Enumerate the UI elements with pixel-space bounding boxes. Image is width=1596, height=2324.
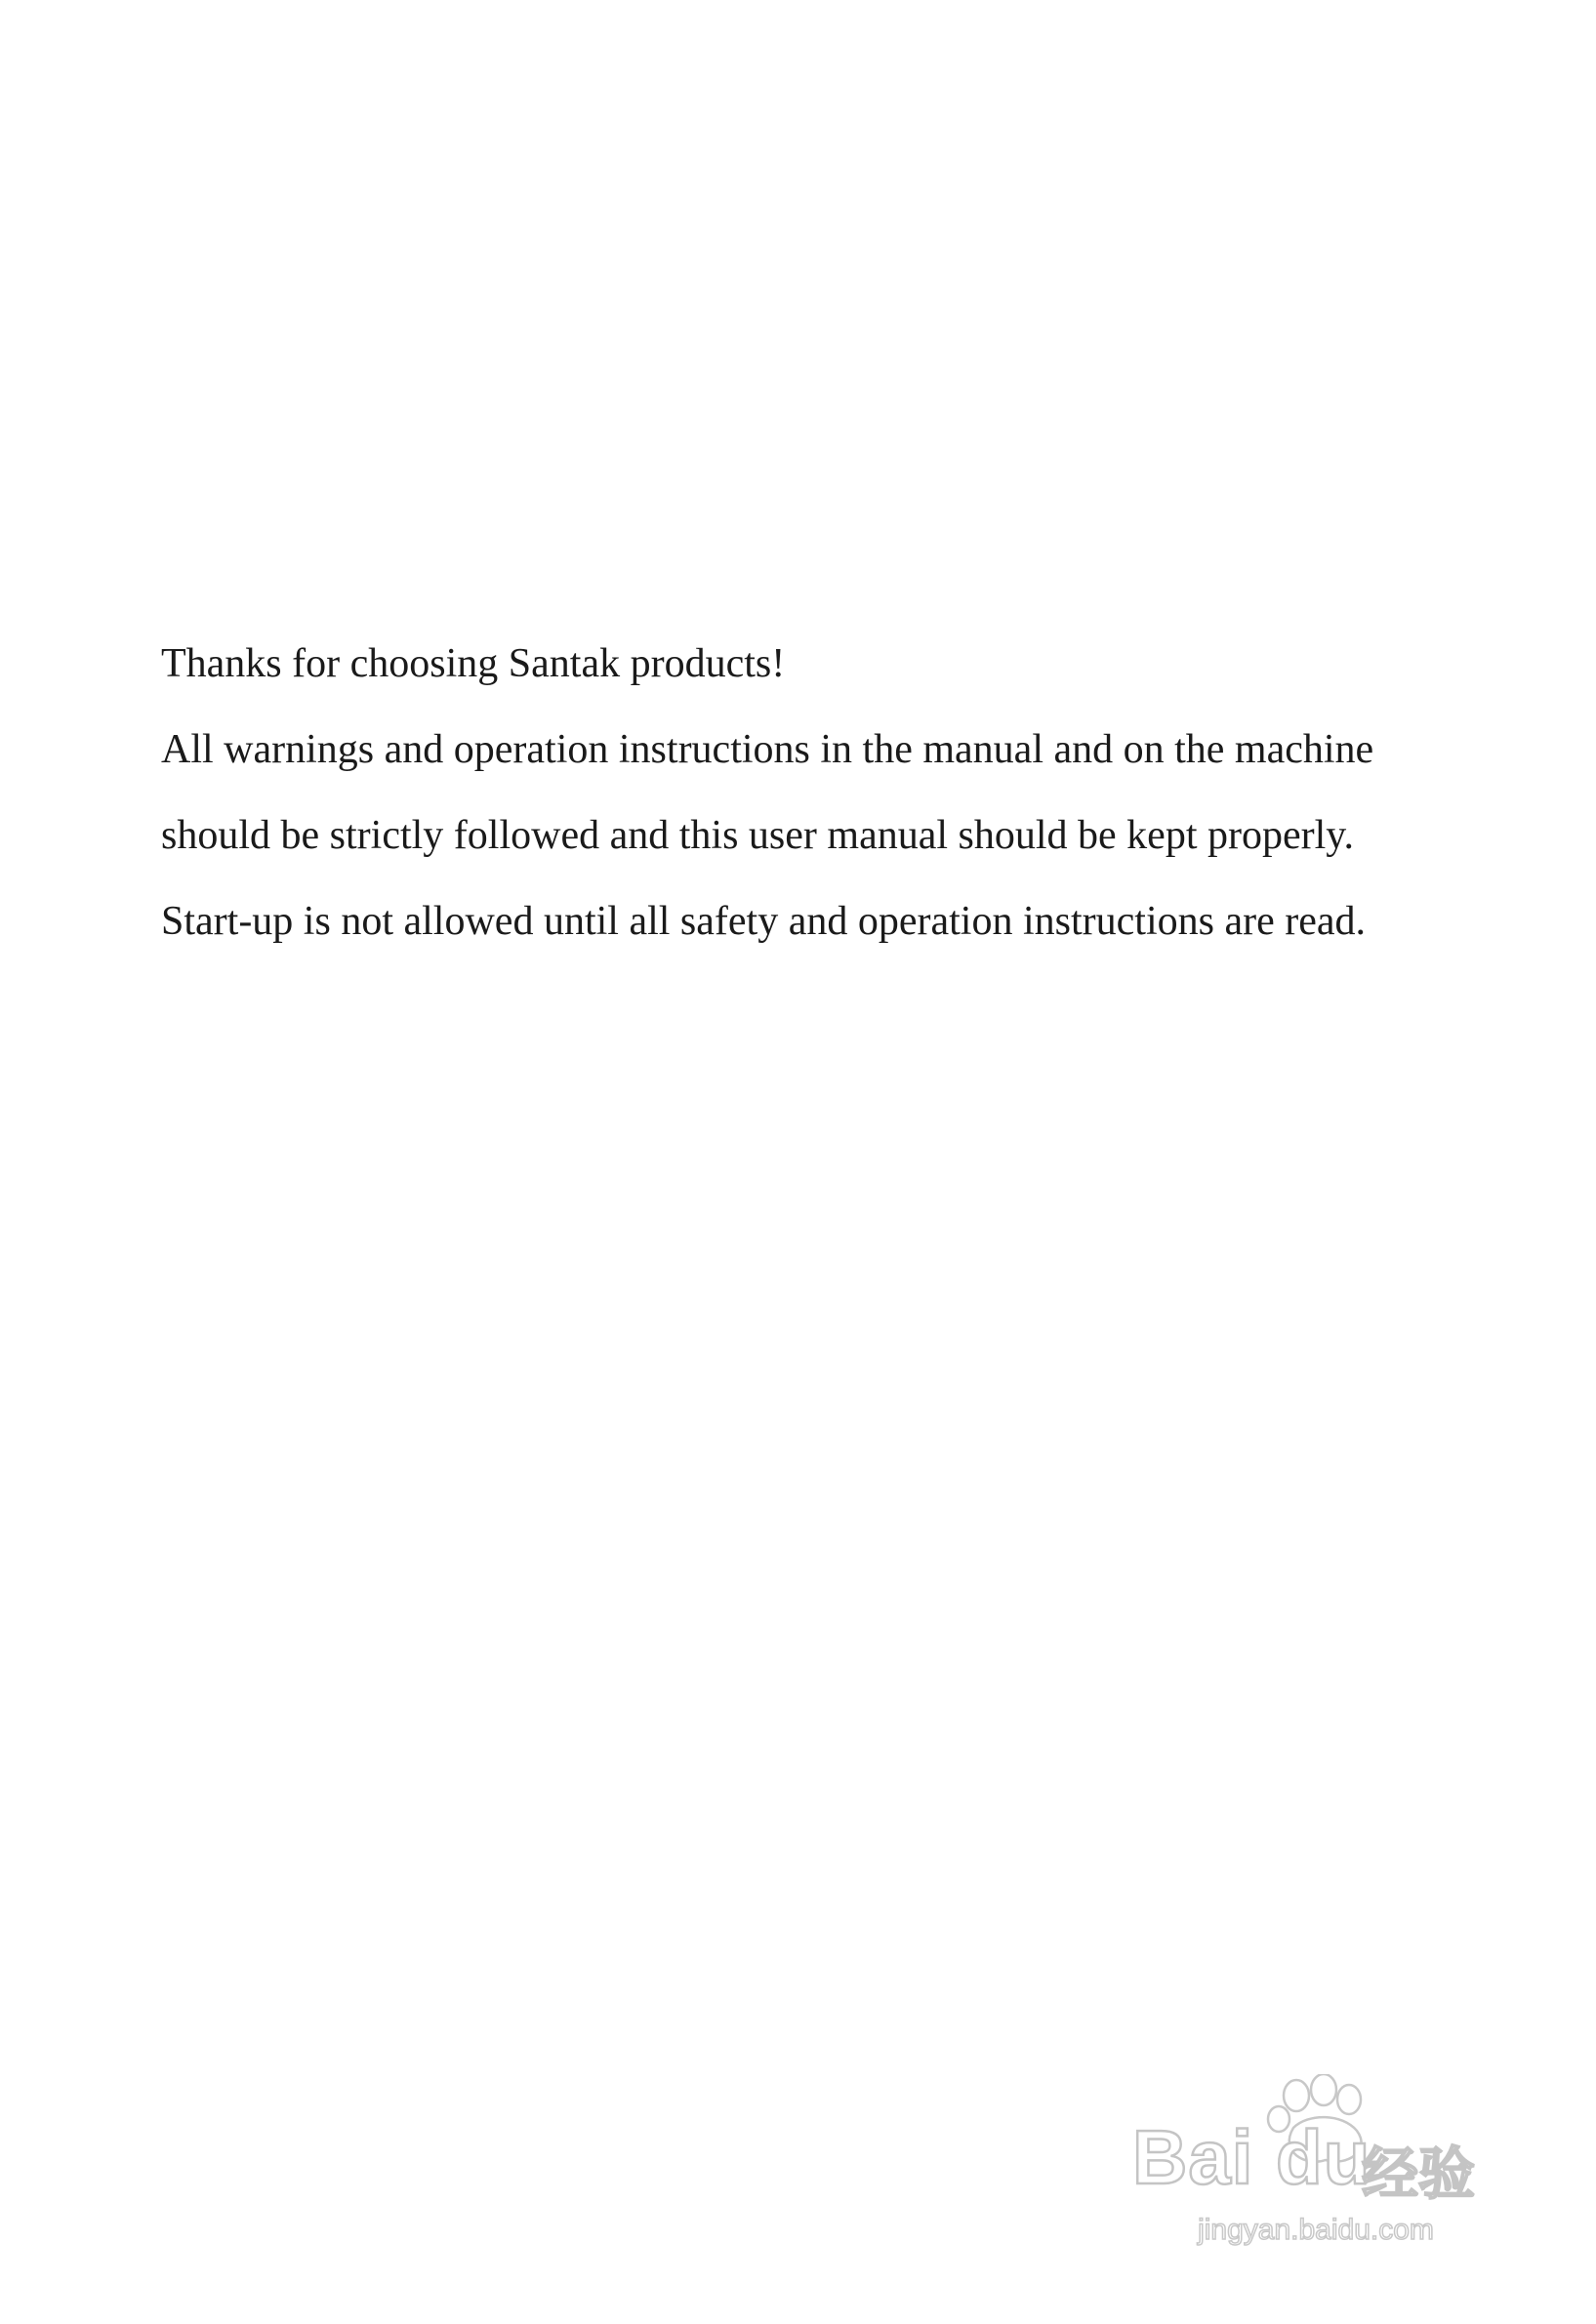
- warning-line-2: should be strictly followed and this user manual should be kept properly.: [161, 813, 1355, 858]
- intro-line: Thanks for choosing Santak products!: [161, 641, 786, 686]
- watermark-url: jingyan.baidu.com: [1198, 2214, 1434, 2246]
- warning-line-1: All warnings and operation instructions in the manual and on the machine: [161, 727, 1374, 772]
- body-text: [161, 621, 1459, 964]
- watermark-brand: Bai du: [1132, 2114, 1371, 2200]
- warning-line-3: Start-up is not allowed until all safety and operation instructions are read.: [161, 899, 1366, 944]
- watermark-brand-cjk: 经验: [1362, 2141, 1476, 2207]
